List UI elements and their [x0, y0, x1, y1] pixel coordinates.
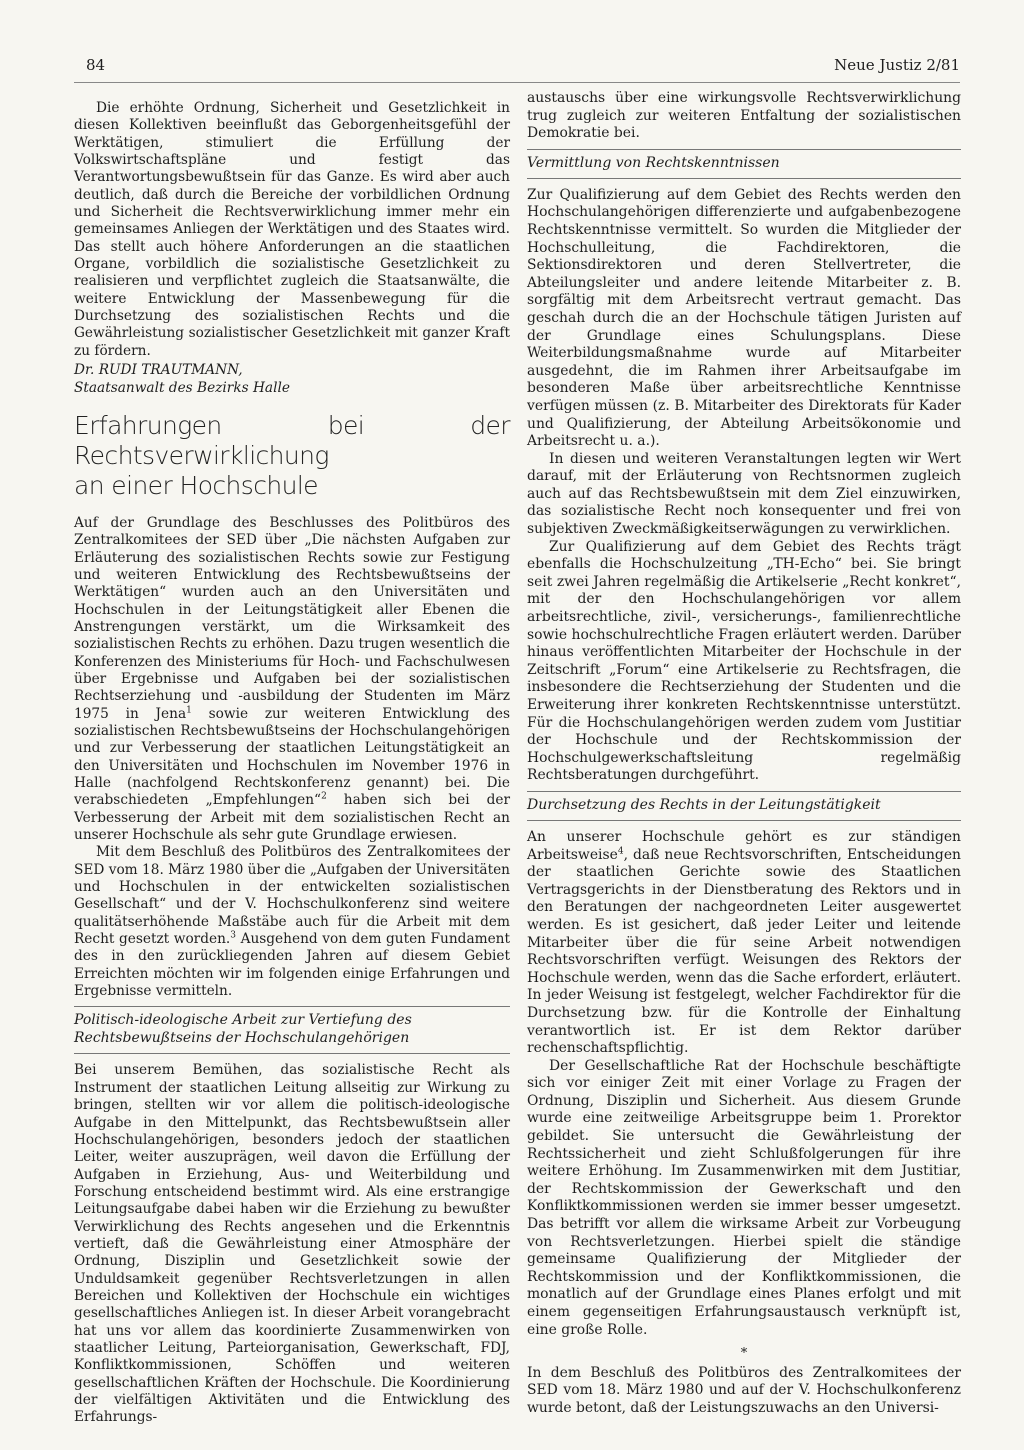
author-title: Staatsanwalt des Bezirks Halle: [74, 379, 290, 396]
paragraph: austauschs über eine wirkungsvolle Rechtsverwirklichung trug zugleich zur weiteren Entfaltung der sozialistischen Demokratie bei.: [527, 90, 961, 142]
paragraph: [74, 515, 510, 845]
footnote-marker: 4: [617, 845, 624, 856]
text-run: An unserer Hochschule gehört es zur ständigen Arbeitsweise: [527, 828, 961, 863]
author-signature: [74, 362, 510, 397]
journal-title: Neue Justiz 2/81: [834, 56, 960, 74]
right-column: [527, 90, 961, 1418]
headline-line: an einer Hochschule: [74, 470, 318, 500]
paragraph: Zur Qualifizierung auf dem Gebiet des Rechts trägt ebenfalls die Hochschulzeitung „TH-Echo“ bei. Sie bringt seit zwei Jahren regelmäßig die Artikelserie „Recht konkret“, mit der den Hochschulangehörigen vor allem arbeitsrechtliche, zivil-, versicherungs-, familienrechtliche sowie hochschulrechtliche Fragen erläutert werden. Darüber hinaus veröffentlichten Mitarbeiter der Hochschule in der Zeitschrift „Forum“ eine Artikelserie zu Rechtsfragen, die insbesondere die Rechtserziehung der Studenten und die Erweiterung ihrer konkreten Rechtskenntnisse unterstützt. Für die Hochschulangehörigen werden zudem vom Justitiar der Hochschule und der Rechtskommission der Hochschulgewerkschaftsleitung regelmäßig Rechtsberatungen durchgeführt.: [527, 538, 961, 784]
page-number: 84: [86, 56, 106, 74]
left-column: [74, 100, 510, 1427]
section-divider-star: *: [740, 1346, 748, 1362]
text-run: Auf der Grundlage des Beschlusses des Politbüros des Zentralkomitees der SED über „Die nächsten Aufgaben zur Erläuterung des sozialistischen Rechts sowie zur Festigung und weiteren Entwicklung des Rechtsbewußtseins der Werktätigen“ wurden auch an den Universitäten und Hochschulen in der Leitungstätigkeit aller Ebenen die Anstrengungen verstärkt, um die Wirksamkeit des sozialistischen Rechts zu erhöhen. Dazu trugen wesentlich die Konferenzen des Ministeriums für Hoch- und Fachschulwesen über Ergebnisse und Aufgaben bei der sozialistischen Rechtserziehung und -ausbildung der Studenten im März 1975 in Jena: [74, 514, 510, 722]
header-rule: [74, 82, 960, 83]
text-run: sowie zur weiteren Entwicklung des sozialistischen Rechtsbewußtseins der Hochschulangehörigen und zur Verbesserung der staatlichen Leitungstätigkeit an den Universitäten und Hochschulen im November 1976 in Halle (nachfolgend Rechtskonferenz genannt) bei. Die verabschiedeten „Empfehlungen“: [74, 705, 510, 809]
footnote-marker: 1: [186, 705, 192, 716]
text-run: Mit dem Beschluß des Politbüros des Zentralkomitees der SED vom 18. März 1980 über die „Aufgaben der Universitäten und Hochschulen in der entwickelten sozialistischen Gesellschaft“ und der V. Hochschulkonferenz sind weitere qualitätserhöhende Maßstäbe auch für die Arbeit mit dem Recht gesetzt worden.: [74, 844, 510, 948]
paragraph: [74, 844, 510, 1000]
paragraph: Die erhöhte Ordnung, Sicherheit und Gesetzlichkeit in diesen Kollektiven beeinflußt das Geborgenheitsgefühl der Werktätigen, stimuliert die Erfüllung der Volkswirtschaftspläne und festigt das Verantwortungsbewußtsein für das Ganze. Es wird aber auch deutlich, daß durch die Bereiche der vorbildlichen Ordnung und Sicherheit die Rechtsverwirklichung immer mehr ein gemeinsames Anliegen der Werktätigen und des Staates wird. Das stellt auch höhere Anforderungen an die staatlichen Organe, vorbildlich die sozialistische Gesetzlichkeit zu realisieren und verpflichtet zugleich die Staatsanwälte, die weitere Entwicklung der Massenbewegung für die Durchsetzung des sozialistischen Rechts und die Gewährleistung sozialistischer Gesetzlichkeit mit ganzer Kraft zu fördern.: [74, 100, 510, 359]
paragraph: Zur Qualifizierung auf dem Gebiet des Rechts werden den Hochschulangehörigen differenzierte und aufgabenbezogene Rechtskenntnisse vermittelt. So wurden die Mitglieder der Hochschulleitung, die Fachdirektoren, die Sektionsdirektoren und deren Stellvertreter, die Abteilungsleiter und andere leitende Mitarbeiter z. B. sorgfältig mit dem Arbeitsrecht vertraut gemacht. Das geschah durch die an der Hochschule tätigen Juristen auf der Grundlage eines Schulungsplans. Diese Weiterbildungsmaßnahme wurde auf Mitarbeiter ausgedehnt, die im Rahmen ihrer Arbeitsaufgabe im besonderen Maße über arbeitsrechtliche Kenntnisse verfügen müssen (z. B. Mitarbeiter des Direktorats für Kader und Qualifizierung, der Abteilung Arbeitsökonomie und Arbeitsrecht u. a.).: [527, 186, 961, 450]
paragraph: Bei unserem Bemühen, das sozialistische Recht als Instrument der staatlichen Leitung allseitig zur Wirkung zu bringen, stellten wir vor allem die politisch-ideologische Aufgabe in den Mittelpunkt, das Rechtsbewußtsein aller Hochschulangehörigen, besonders jedoch der staatlichen Leiter, weiter auszuprägen, weil davon die Erfüllung der Aufgaben in Erziehung, Aus- und Weiterbildung und Forschung entscheidend bestimmt wird. Als eine erstrangige Leitungsaufgabe dabei haben wir die Erziehung zu bewußter Verwirklichung des Rechts angesehen und die Erkenntnis vertieft, daß die Gewährleistung einer Atmosphäre der Ordnung, Disziplin und Gesetzlichkeit sowie der Unduldsamkeit gegenüber Rechtsverletzungen in allen Bereichen und Kollektiven der Hochschule ein wichtiges gesellschaftliches Anliegen ist. In dieser Arbeit vorangebracht hat uns vor allem das koordinierte Zusammenwirken von staatlicher Leitung, Parteiorganisation, Gewerkschaft, FDJ, Konfliktkommissionen, Schöffen und weiteren gesellschaftlichen Kräften der Hochschule. Die Koordinierung der vielfältigen Aktivitäten und die Entwicklung des Erfahrungs-: [74, 1062, 510, 1426]
paragraph: In dem Beschluß des Politbüros des Zentralkomitees der SED vom 18. März 1980 und auf der V. Hochschulkonferenz wurde betont, daß der Leistungszuwachs an den Universi-: [527, 1364, 961, 1416]
paragraph: [527, 829, 961, 1058]
text-run: , daß neue Rechtsvorschriften, Entscheidungen der staatlichen Gerichte sowie des Staatlichen Vertragsgerichts in der Dienstberatung des Rektors und in den Beratungen der nachgeordneten Leiter ausgewertet werden. Es ist gesichert, daß jeder Leiter und leitende Mitarbeiter über die für seine Arbeit notwendigen Rechtsvorschriften verfügt. Weisungen des Rektors der Hochschule werden, wenn das die Sache erfordert, erläutert. In jeder Weisung ist festgelegt, welcher Fachdirektor für die Durchsetzung bzw. für die Kontrolle der Einhaltung verantwortlich ist. Er ist dem Rektor darüber rechenschaftspflichtig.: [527, 846, 961, 1057]
text-run: Ausgehend von dem guten Fundament des in den zurückliegenden Jahren auf diesem Gebiet Erreichten möchten wir im folgenden einige Erfahrungen und Ergebnisse vermitteln.: [74, 931, 510, 1000]
section-subheading: Vermittlung von Rechtskenntnissen: [527, 149, 961, 179]
paragraph: Der Gesellschaftliche Rat der Hochschule beschäftigte sich vor einiger Zeit mit einer Vorlage zu Fragen der Ordnung, Disziplin und Sicherheit. Aus diesem Grunde wurde eine zeitweilige Arbeitsgruppe beim 1. Prorektor gebildet. Sie untersucht die Gewährleistung der Rechtssicherheit und zieht Schlußfolgerungen für ihre weitere Erhöhung. Im Zusammenwirken mit dem Justitiar, der Rechtskommission der Gewerkschaft und den Konfliktkommissionen werden sie immer besser umgesetzt. Das betrifft vor allem die wirksame Arbeit zur Vorbeugung von Rechtsverletzungen. Hierbei spielt die ständige gemeinsame Qualifizierung der Mitglieder der Rechtskommission und der Konfliktkommissionen, die monatlich auf der Grundlage eines Planes erfolgt und mit einem gegenseitigen Erfahrungsaustausch verknüpft ist, eine große Rolle.: [527, 1057, 961, 1338]
headline-line: Erfahrungen bei der Rechtsverwirklichung: [74, 410, 510, 470]
article-headline: [74, 411, 510, 501]
footnote-marker: 2: [321, 791, 327, 802]
section-subheading: Durchsetzung des Rechts in der Leitungstätigkeit: [527, 791, 961, 821]
author-name: Dr. RUDI TRAUTMANN,: [74, 362, 243, 379]
paragraph: In diesen und weiteren Veranstaltungen legten wir Wert darauf, mit der Erläuterung von Rechtsnormen zugleich auch auf das Rechtsbewußtsein mit dem Ziel einzuwirken, das sozialistische Recht noch konsequenter und frei von subjektiven Zweckmäßigkeitserwägungen zu verwirklichen.: [527, 450, 961, 538]
section-subheading: Politisch-ideologische Arbeit zur Vertiefung des Rechtsbewußtseins der Hochschulangehörigen: [74, 1006, 510, 1054]
footnote-marker: 3: [230, 930, 236, 941]
text-run: haben sich bei der Verbesserung der Arbeit mit dem sozialistischen Recht an unserer Hochschule als sehr gute Grundlage erwiesen.: [74, 792, 510, 844]
